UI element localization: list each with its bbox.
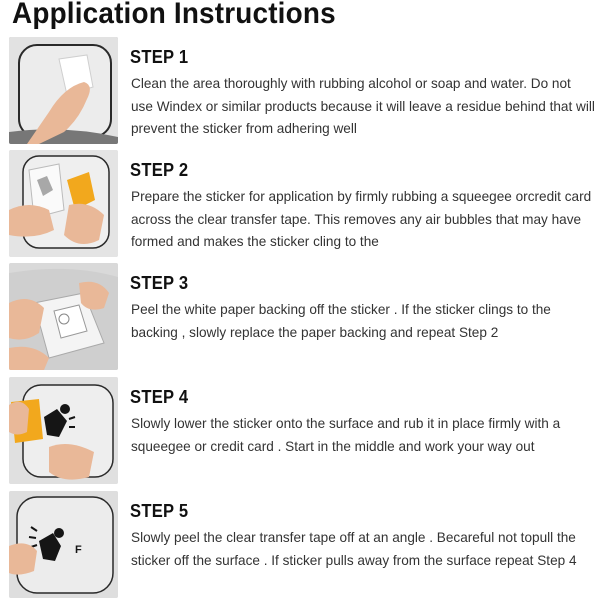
- step-text: Slowly peel the clear transfer tape off at an angle . Becareful not topull the sticker off the surface . If sticker pulls away from the surface repeat Step 4: [131, 530, 577, 568]
- step-heading: STEP 4: [130, 387, 189, 407]
- step-text: Clean the area thoroughly with rubbing alcohol or soap and water. Do not use Windex or similar products because it will leave a residue behind that will prevent the sticker from adhering well: [131, 76, 595, 136]
- step-3: [0, 263, 600, 373]
- step-text: Peel the white paper backing off the sticker . If the sticker clings to the backing , slowly replace the paper backing and repeat Step 2: [131, 302, 551, 340]
- cleaning-cloth-icon: [9, 37, 118, 144]
- step-heading: STEP 1: [130, 47, 189, 67]
- step-5: [0, 491, 600, 600]
- step-4: [0, 377, 600, 487]
- step-heading: STEP 3: [130, 273, 189, 293]
- squeegee-icon: [9, 150, 118, 257]
- step-heading: STEP 5: [130, 501, 189, 521]
- page-title: Application Instructions: [12, 0, 336, 30]
- step-heading: STEP 2: [130, 160, 189, 180]
- step-2: [0, 150, 600, 260]
- step-1: [0, 37, 600, 147]
- step-text: Slowly lower the sticker onto the surface and rub it in place firmly with a squeegee or credit card . Start in the middle and work your way out: [131, 416, 561, 454]
- fuel-gauge-label: F: [75, 544, 82, 556]
- apply-sticker-icon: [9, 377, 118, 484]
- peel-backing-icon: [9, 263, 118, 370]
- peel-tape-icon: [9, 491, 118, 598]
- step-text: Prepare the sticker for application by firmly rubbing a squeegee orcredit card across the clear transfer tape. This removes any air bubbles that may have formed and makes the sticker cling to the: [131, 189, 592, 249]
